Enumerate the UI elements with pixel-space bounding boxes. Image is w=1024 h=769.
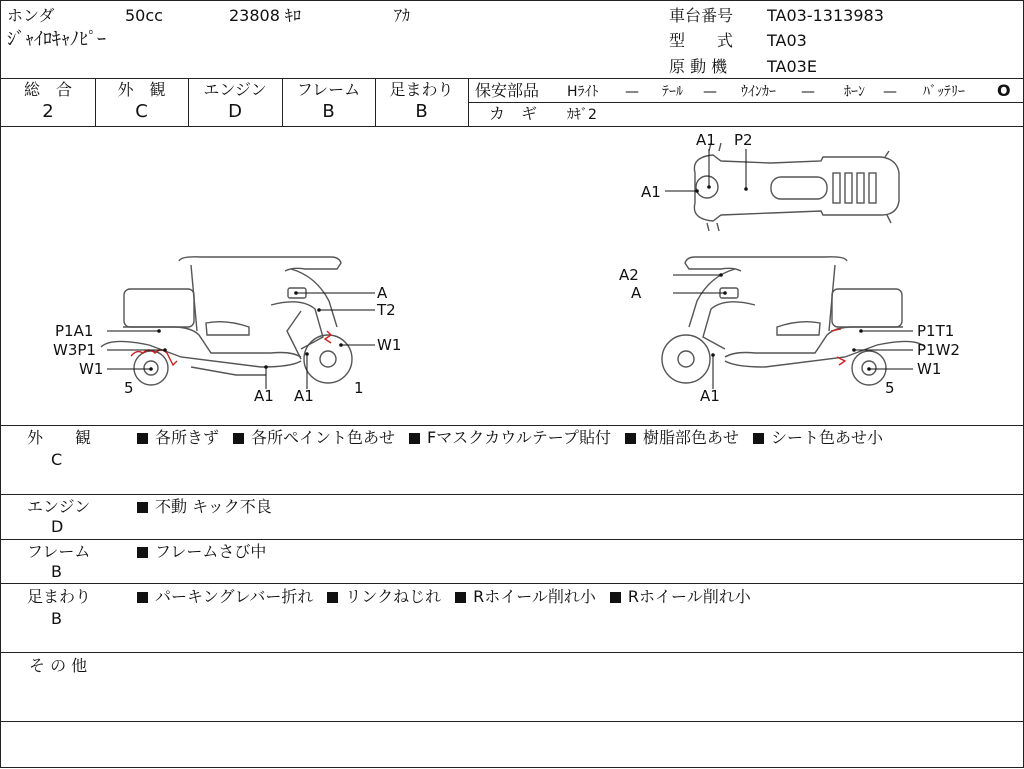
label-a1-floor: A1 [254,387,274,405]
safety-headlight-value: — [625,84,639,100]
label-p1w2: P1W2 [917,341,960,359]
safety-winker-label: ｳｲﾝｶｰ [741,84,776,100]
remark-grade-engine: D [51,517,64,536]
remark-items-suspension: パーキングレバー折れ リンクねじれ Rホイール削れ小 Rホイール削れ小 [137,588,765,606]
safety-winker-value: — [801,84,815,100]
grade-label-frame: フレーム [296,80,361,99]
label-a1-right: A1 [700,387,720,405]
label-a: A [377,284,388,302]
safety-horn-value: — [883,84,897,100]
label-a2: A2 [619,266,639,284]
safety-battery-label: ﾊﾞｯﾃﾘｰ [923,84,965,100]
key-label: カ ギ [489,104,538,123]
label-p2: P2 [734,131,753,149]
model-name: ｼﾞｬｲﾛｷｬﾉﾋﾟｰ [7,29,106,50]
scooter-diagram [1,1,1024,769]
label-5: 5 [124,379,134,397]
mileage: 23808 ｷﾛ [229,6,301,25]
label-w3p1: W3P1 [53,341,96,359]
type-label: 型 式 [669,31,734,50]
displacement: 50cc [125,6,163,25]
label-w1-rear: W1 [79,360,104,378]
safety-title: 保安部品 [475,81,540,100]
safety-tail-label: ﾃｰﾙ [662,84,683,100]
grade-value-exterior: C [135,101,148,122]
left-side-view [101,257,352,385]
remark-grade-suspension: B [51,609,62,628]
grade-label-suspension: 足まわり [389,80,454,99]
right-side-view [662,257,925,385]
remark-category-suspension: 足まわり [27,587,92,606]
label-w1: W1 [377,336,402,354]
top-view [694,143,899,231]
chassis-value: TA03-1313983 [767,6,884,25]
grade-label-overall: 総 合 [23,80,72,99]
label-p1t1: P1T1 [917,322,955,340]
remark-grade-frame: B [51,562,62,581]
label-a1-top: A1 [696,131,716,149]
grade-value-suspension: B [415,101,428,122]
label-t2: T2 [377,301,396,319]
label-a1-top-left: A1 [641,183,661,201]
remark-grade-exterior: C [51,450,63,469]
key-value: ｶｷﾞ2 [567,107,597,123]
type-value: TA03 [767,31,807,50]
grade-value-overall: 2 [42,101,54,122]
chassis-label: 車台番号 [669,6,734,25]
safety-headlight-label: Hﾗｲﾄ [567,84,599,100]
color: ｱｶ [394,6,411,25]
grade-label-engine: エンジン [203,80,267,99]
remark-items-exterior: 各所きず 各所ペイント色あせ Fマスクカウルテープ貼付 樹脂部色あせ シート色あせ小 [137,429,897,447]
grade-value-frame: B [322,101,335,122]
remark-category-exterior: 外 観 [27,428,92,447]
engine-value: TA03E [767,57,817,76]
remark-category-frame: フレーム [27,542,91,561]
label-p1a1: P1A1 [55,322,94,340]
label-a1-front: A1 [294,387,314,405]
safety-battery-value: O [997,81,1011,100]
other-label: そ の 他 [29,656,88,675]
grade-value-engine: D [228,101,242,122]
safety-horn-label: ﾎｰﾝ [844,84,865,100]
remark-items-frame: フレームさび中 [137,543,280,561]
maker: ホンダ [7,6,55,25]
label-w1-right: W1 [917,360,942,378]
engine-label: 原 動 機 [669,57,728,76]
remark-items-engine: 不動 キック不良 [137,498,286,516]
label-a-right: A [631,284,642,302]
label-1: 1 [354,379,364,397]
remark-category-engine: エンジン [27,497,91,516]
grade-label-exterior: 外 観 [117,80,166,99]
safety-tail-value: — [703,84,717,100]
label-5-right: 5 [885,379,895,397]
